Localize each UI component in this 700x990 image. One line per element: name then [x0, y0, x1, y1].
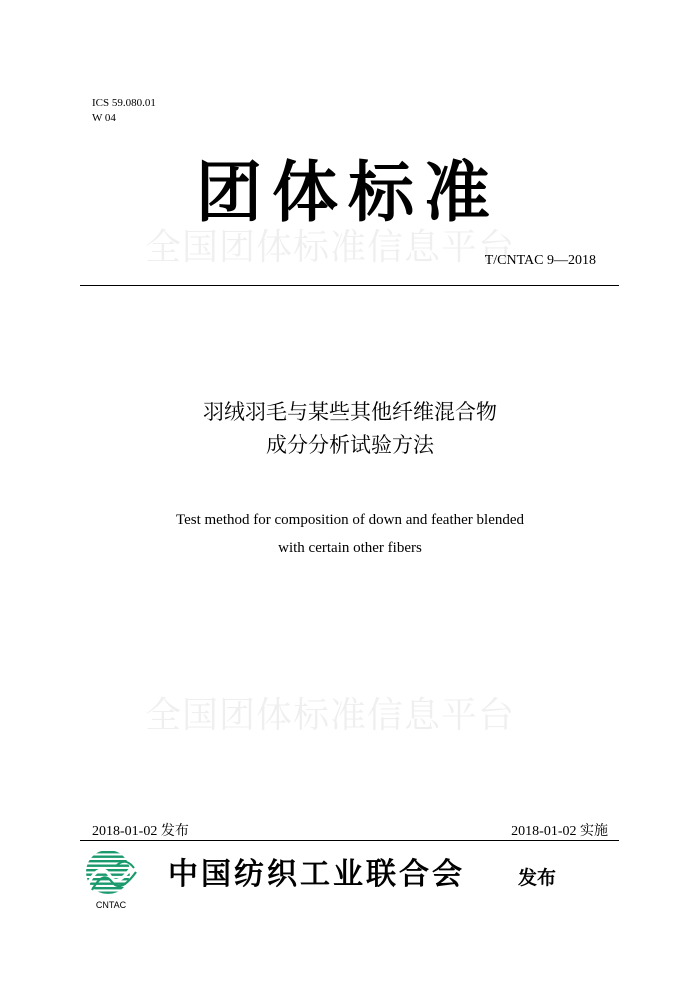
publisher-suffix: 发布 — [518, 867, 557, 889]
issue-date: 2018-01-02 发布 — [92, 824, 189, 839]
doc-type-title: 团体标准 — [196, 153, 500, 231]
ics-code: ICS 59.080.01 — [92, 97, 156, 109]
publisher-name: 中国纺织工业联合会 — [168, 857, 465, 892]
en-title-line1: Test method for composition of down and feather blended — [175, 512, 525, 528]
watermark-bottom: 全国团体标准信息平台 — [145, 695, 516, 736]
footer-divider — [80, 840, 619, 841]
logo-label: CNTAC — [95, 900, 127, 910]
category-code: W 04 — [92, 112, 116, 124]
en-title-line2: with certain other fibers — [278, 540, 422, 556]
implement-date: 2018-01-02 实施 — [511, 824, 608, 839]
en-title — [0, 506, 700, 562]
classification-block — [92, 96, 156, 126]
standard-code: T/CNTAC 9—2018 — [484, 253, 596, 268]
cn-title-line1: 羽绒羽毛与某些其他纤维混合物 — [203, 400, 497, 424]
cn-title-line2: 成分分析试验方法 — [266, 433, 434, 457]
header-divider — [80, 285, 619, 286]
watermark-top: 全国团体标准信息平台 — [145, 227, 516, 268]
cn-title — [0, 396, 700, 462]
